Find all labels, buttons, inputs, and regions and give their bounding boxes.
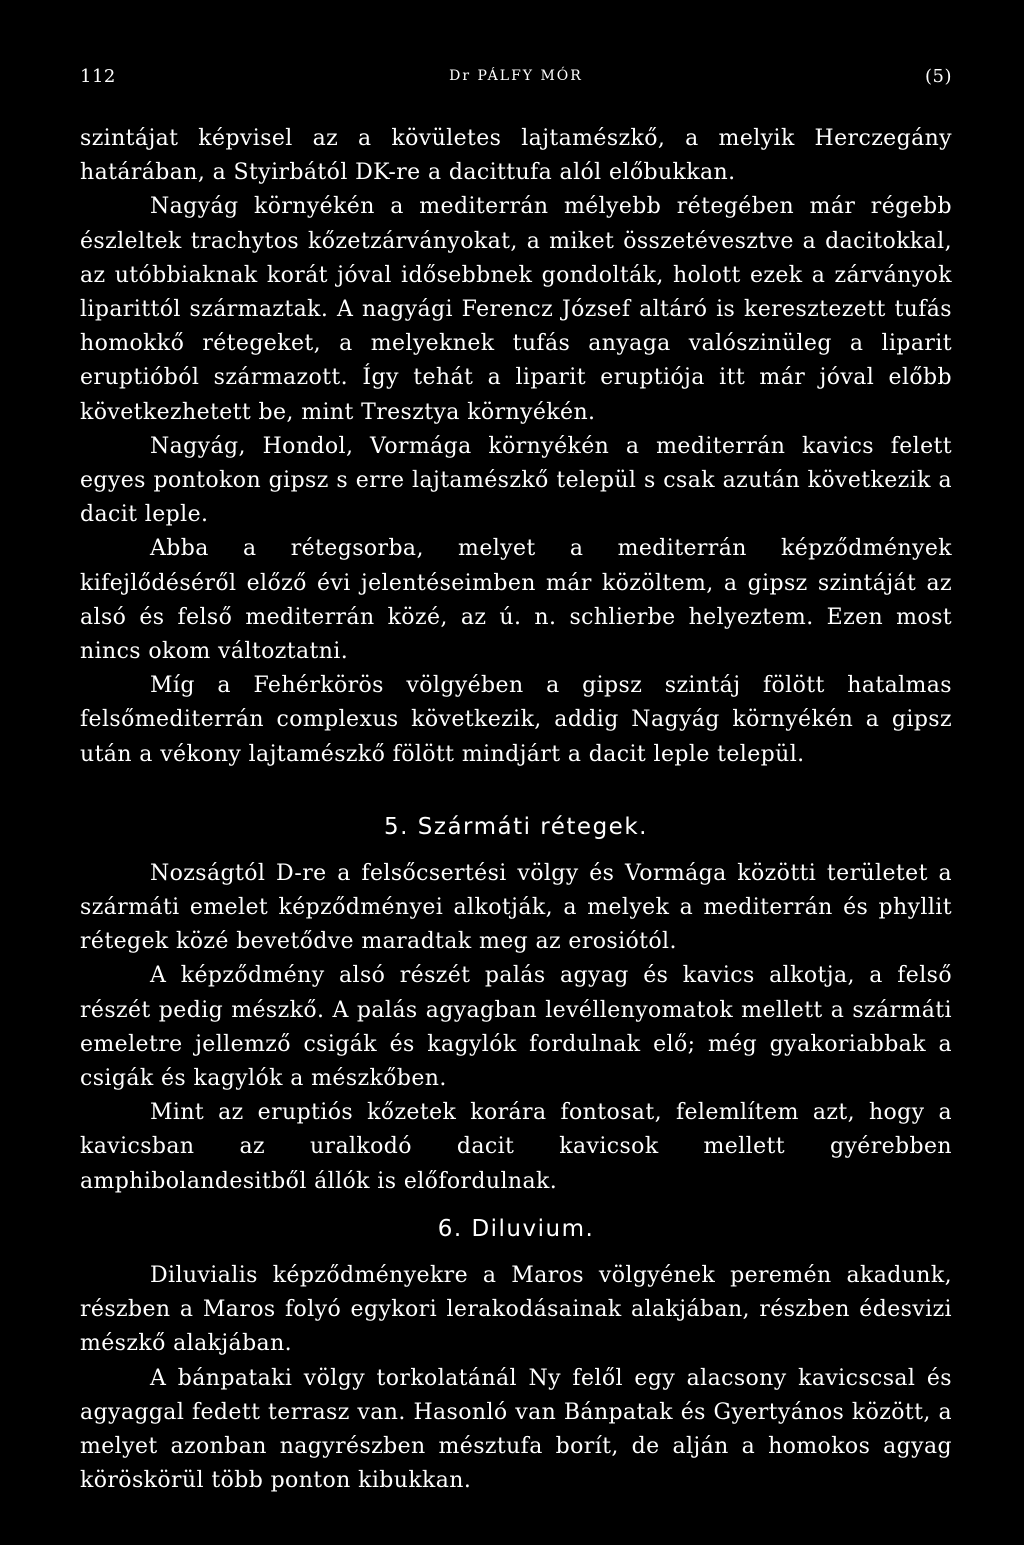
paragraph: Nozságtól D-re a felsőcsertési völgy és Vormága közötti területet a szármáti emelet képződményei alkotják, a melyek a mediterrán és phyllit rétegek közé bevetődve maradtak meg az erosiótól.	[80, 860, 952, 955]
paragraph: Nagyág környékén a mediterrán mélyebb rétegében már régebb észleltek trachytos kőzetzárványokat, a miket összetévesztve a dacitokkal, az utóbbiaknak korát jóval idősebbnek gondolták, holott ezek a zárványok liparittól származtak. A nagyági Ferencz József altáró is keresztezett tufás homokkő rétegeket, a melyeknek tufás anyaga valószinüleg a liparit eruptióból származott. Így tehát a liparit eruptiója itt már jóval előbb következhetett be, mint Tresztya környékén.	[80, 194, 952, 425]
paragraph: szintájat képvisel az a kövületes lajtamészkő, a melyik Herczegány határában, a Styirbától DK-re a dacittufa alól előbukkan.	[80, 126, 952, 186]
paragraph: Mint az eruptiós kőzetek korára fontosat, felemlítem azt, hogy a kavicsban az uralkodó dacit kavicsok mellett gyérebben amphibolandesitből állók is előfordulnak.	[80, 1100, 952, 1194]
paragraph: Míg a Fehérkörös völgyében a gipsz szintáj fölött hatalmas felsőmediterrán complexus következik, addig Nagyág környékén a gipsz után a vékony lajtamészkő fölött mindjárt a dacit leple települ.	[80, 673, 952, 767]
paragraph: A képződmény alsó részét palás agyag és kavics alkotja, a felső részét pedig mészkő. A palás agyagban levéllenyomatok mellett a szármáti emeletre jellemző csigák és kagylók fordulnak elő; még gyakoriabbak a csigák és kagylók a mészkőben.	[80, 963, 952, 1092]
running-title: Dr PÁLFY MÓR	[449, 68, 583, 84]
page-number: 112	[80, 66, 116, 87]
section-heading-sarmatian: 5. Szármáti rétegek.	[384, 813, 648, 840]
page	[80, 0, 952, 1545]
paragraph: Nagyág, Hondol, Vormága környékén a mediterrán kavics felett egyes pontokon gipsz s erre lajtamészkő települ s csak azután következik a dacit leple.	[80, 433, 952, 528]
paragraph: Diluvialis képződményekre a Maros völgyének peremén akadunk, részben a Maros folyó egykori lerakodásainak alakjában, részben édesvizi mészkő alakjában.	[80, 1262, 952, 1357]
paragraph: A bánpataki völgy torkolatánál Ny felől egy alacsony kavicscsal és agyaggal fedett terrasz van. Hasonló van Bánpatak és Gyertyános között, a melyet azonban nagyrészben mésztufa borít, de alján a homokos agyag köröskörül több ponton kibukkan.	[80, 1365, 952, 1494]
page-header	[80, 66, 952, 96]
section-heading-diluvium: 6. Diluvium.	[437, 1215, 595, 1242]
body-text	[80, 122, 952, 1498]
section-number: (5)	[925, 66, 952, 87]
paragraph: Abba a rétegsorba, melyet a mediterrán képződmények kifejlődéséről előző évi jelentéseimben már közöltem, a gipsz szintáját az alsó és felső mediterrán közé, az ú. n. schlierbe helyeztem. Ezen most nincs okom változtatni.	[80, 536, 952, 665]
